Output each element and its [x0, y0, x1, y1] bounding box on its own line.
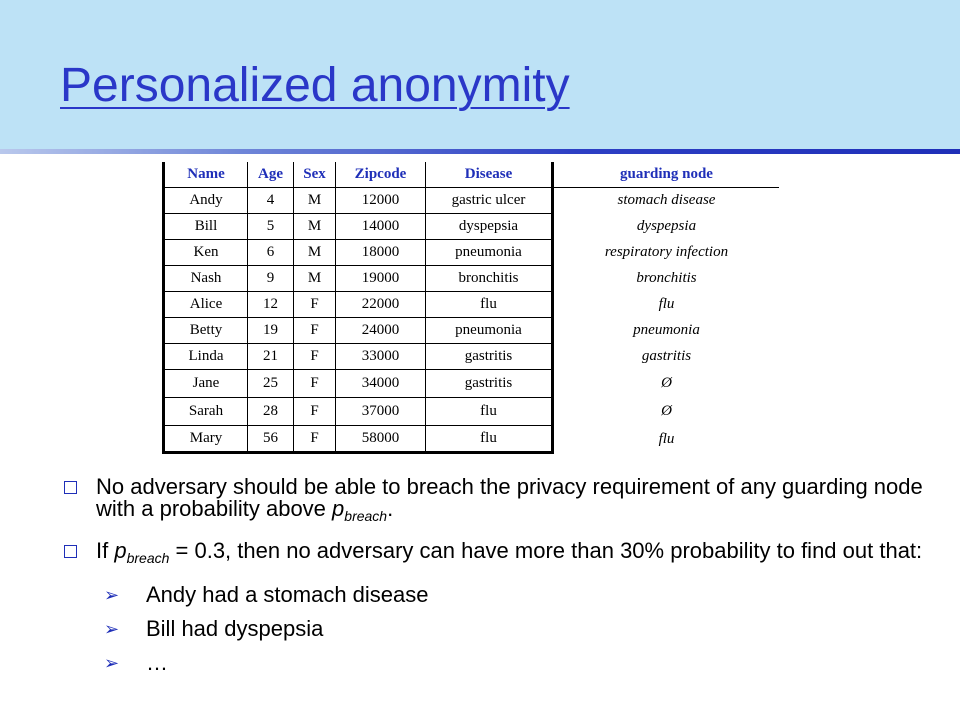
- cell-age: 56: [248, 426, 294, 453]
- cell-name: Andy: [164, 188, 248, 214]
- table-row: [164, 318, 780, 344]
- p-symbol: p: [114, 538, 127, 563]
- cell-disease: pneumonia: [426, 318, 553, 344]
- header-disease: Disease: [426, 162, 553, 188]
- cell-guarding-node: Ø: [553, 370, 780, 398]
- table-header-row: [164, 162, 780, 188]
- cell-sex: F: [294, 318, 336, 344]
- sub-bullet-item: [104, 650, 944, 676]
- cell-age: 4: [248, 188, 294, 214]
- cell-guarding-node: pneumonia: [553, 318, 780, 344]
- cell-sex: F: [294, 370, 336, 398]
- cell-zipcode: 24000: [336, 318, 426, 344]
- cell-age: 28: [248, 398, 294, 426]
- cell-disease: flu: [426, 398, 553, 426]
- header-age: Age: [248, 162, 294, 188]
- table-body: [164, 188, 780, 453]
- table-row: [164, 344, 780, 370]
- cell-disease: flu: [426, 292, 553, 318]
- sub-bullet-item: [104, 616, 944, 642]
- cell-sex: M: [294, 188, 336, 214]
- cell-guarding-node: stomach disease: [553, 188, 780, 214]
- table-row: [164, 240, 780, 266]
- cell-name: Nash: [164, 266, 248, 292]
- cell-age: 25: [248, 370, 294, 398]
- cell-age: 19: [248, 318, 294, 344]
- bullet-text: No adversary should be able to breach the privacy requirement of any guarding node with a probability above: [96, 474, 923, 521]
- sub-bullet-text: …: [146, 650, 168, 675]
- cell-age: 12: [248, 292, 294, 318]
- p-subscript: breach: [344, 508, 388, 524]
- header-guarding-node: guarding node: [553, 162, 780, 188]
- cell-age: 5: [248, 214, 294, 240]
- sub-bullet-item: [104, 582, 944, 608]
- cell-disease: gastritis: [426, 344, 553, 370]
- cell-guarding-node: flu: [553, 426, 780, 453]
- header-sex: Sex: [294, 162, 336, 188]
- square-bullet-icon: [64, 481, 77, 494]
- p-symbol: p: [332, 496, 345, 521]
- cell-guarding-node: Ø: [553, 398, 780, 426]
- cell-sex: M: [294, 214, 336, 240]
- guarding-node-table: [162, 162, 779, 454]
- p-subscript: breach: [126, 550, 170, 566]
- cell-zipcode: 58000: [336, 426, 426, 453]
- cell-name: Mary: [164, 426, 248, 453]
- cell-sex: M: [294, 240, 336, 266]
- table-row: [164, 370, 780, 398]
- header-zipcode: Zipcode: [336, 162, 426, 188]
- cell-zipcode: 19000: [336, 266, 426, 292]
- cell-disease: pneumonia: [426, 240, 553, 266]
- cell-disease: gastric ulcer: [426, 188, 553, 214]
- cell-guarding-node: bronchitis: [553, 266, 780, 292]
- title-divider: [0, 149, 960, 154]
- cell-zipcode: 12000: [336, 188, 426, 214]
- cell-sex: F: [294, 292, 336, 318]
- bullet-tail: .: [387, 496, 394, 521]
- header-name: Name: [164, 162, 248, 188]
- cell-disease: dyspepsia: [426, 214, 553, 240]
- table-row: [164, 398, 780, 426]
- cell-name: Jane: [164, 370, 248, 398]
- cell-sex: M: [294, 266, 336, 292]
- table-row: [164, 214, 780, 240]
- bullet-item-example: [64, 538, 944, 566]
- cell-guarding-node: respiratory infection: [553, 240, 780, 266]
- cell-guarding-node: flu: [553, 292, 780, 318]
- cell-name: Alice: [164, 292, 248, 318]
- cell-age: 21: [248, 344, 294, 370]
- cell-zipcode: 37000: [336, 398, 426, 426]
- table-row: [164, 266, 780, 292]
- cell-age: 9: [248, 266, 294, 292]
- table-row: [164, 188, 780, 214]
- table-row: [164, 426, 780, 453]
- arrow-bullet-icon: ➢: [104, 619, 120, 639]
- bullet-list: [64, 476, 944, 684]
- cell-disease: bronchitis: [426, 266, 553, 292]
- cell-name: Sarah: [164, 398, 248, 426]
- arrow-bullet-icon: ➢: [104, 653, 120, 673]
- cell-disease: gastritis: [426, 370, 553, 398]
- slide-title: Personalized anonymity: [60, 59, 570, 112]
- cell-name: Bill: [164, 214, 248, 240]
- cell-zipcode: 18000: [336, 240, 426, 266]
- bullet-lead: If: [96, 538, 115, 563]
- cell-name: Linda: [164, 344, 248, 370]
- cell-sex: F: [294, 398, 336, 426]
- cell-sex: F: [294, 426, 336, 453]
- cell-guarding-node: dyspepsia: [553, 214, 780, 240]
- bullet-item-adversary: [64, 474, 944, 524]
- table-row: [164, 292, 780, 318]
- square-bullet-icon: [64, 545, 77, 558]
- cell-name: Betty: [164, 318, 248, 344]
- sub-bullet-text: Andy had a stomach disease: [146, 582, 429, 607]
- cell-sex: F: [294, 344, 336, 370]
- cell-guarding-node: gastritis: [553, 344, 780, 370]
- cell-name: Ken: [164, 240, 248, 266]
- cell-zipcode: 33000: [336, 344, 426, 370]
- cell-zipcode: 34000: [336, 370, 426, 398]
- cell-zipcode: 14000: [336, 214, 426, 240]
- cell-age: 6: [248, 240, 294, 266]
- sub-bullet-text: Bill had dyspepsia: [146, 616, 324, 641]
- arrow-bullet-icon: ➢: [104, 585, 120, 605]
- cell-zipcode: 22000: [336, 292, 426, 318]
- bullet-text: = 0.3, then no adversary can have more than 30% probability to find out that:: [169, 538, 923, 563]
- cell-disease: flu: [426, 426, 553, 453]
